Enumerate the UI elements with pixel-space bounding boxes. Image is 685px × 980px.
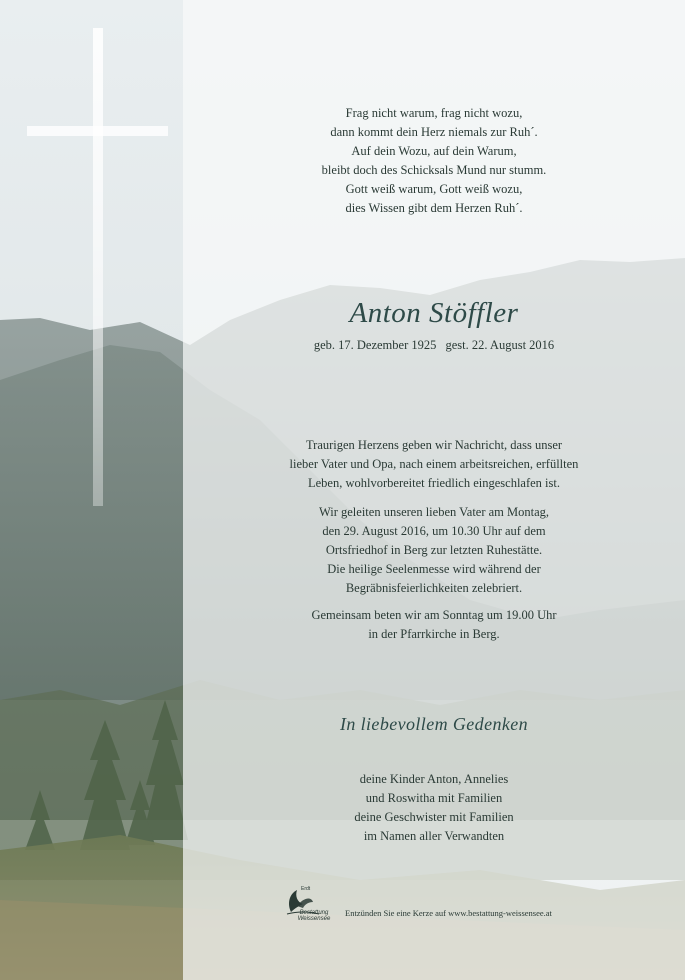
logo-small-text: Erdt [301,886,311,892]
death-date: gest. 22. August 2016 [445,338,555,352]
funeral-line: Ortsfriedhof in Berg zur letzten Ruhestätte. [325,543,543,557]
funeral-home-logo [283,884,345,924]
announcement [183,436,685,493]
mourners-line: deine Geschwister mit Familien [354,810,514,824]
funeral-line: Begräbnisfeierlichkeiten zelebriert. [345,581,523,595]
life-dates [183,338,685,353]
prayer-line: Gemeinsam beten wir am Sonntag um 19.00 Uhr [311,608,557,622]
funeral-line: den 29. August 2016, um 10.30 Uhr auf dem [322,524,546,538]
birth-date: geb. 17. Dezember 1925 [313,338,437,352]
mourners-line: deine Kinder Anton, Annelies [359,772,509,786]
announcement-line: Traurigen Herzens geben wir Nachricht, dass unser [305,438,563,452]
logo-text: Bestattung Weissensee [297,910,331,922]
mourners-line: im Namen aller Verwandten [363,829,505,843]
prayer-line: in der Pfarrkirche in Berg. [368,627,500,641]
footer [283,884,683,924]
candle-link-text[interactable]: Entzünden Sie eine Kerze auf www.bestattung-weissensee.at [345,908,552,918]
funeral-line: Wir geleiten unseren lieben Vater am Montag, [318,505,550,519]
poem-line: bleibt doch des Schicksals Mund nur stumm. [321,163,547,177]
deceased-name: Anton Stöffler [349,297,519,329]
poem-line: Auf dein Wozu, auf dein Warum, [351,144,517,158]
announcement-line: Leben, wohlvorbereitet friedlich eingeschlafen ist. [308,476,560,490]
mourners-line: und Roswitha mit Familien [365,791,503,805]
closing-heading: In liebevollem Gedenken [339,714,529,734]
funeral-line: Die heilige Seelenmesse wird während der [327,562,541,576]
funeral-details [183,503,685,598]
mourners-list [183,770,685,846]
announcement-line: lieber Vater und Opa, nach einem arbeitsreichen, erfüllten [289,457,579,471]
poem [183,104,685,218]
poem-line: Frag nicht warum, frag nicht wozu, [345,106,523,120]
poem-line: dann kommt dein Herz niemals zur Ruh´. [330,125,538,139]
poem-line: dies Wissen gibt dem Herzen Ruh´. [345,201,523,215]
poem-line: Gott weiß warum, Gott weiß wozu, [345,182,523,196]
prayer-details [183,606,685,644]
